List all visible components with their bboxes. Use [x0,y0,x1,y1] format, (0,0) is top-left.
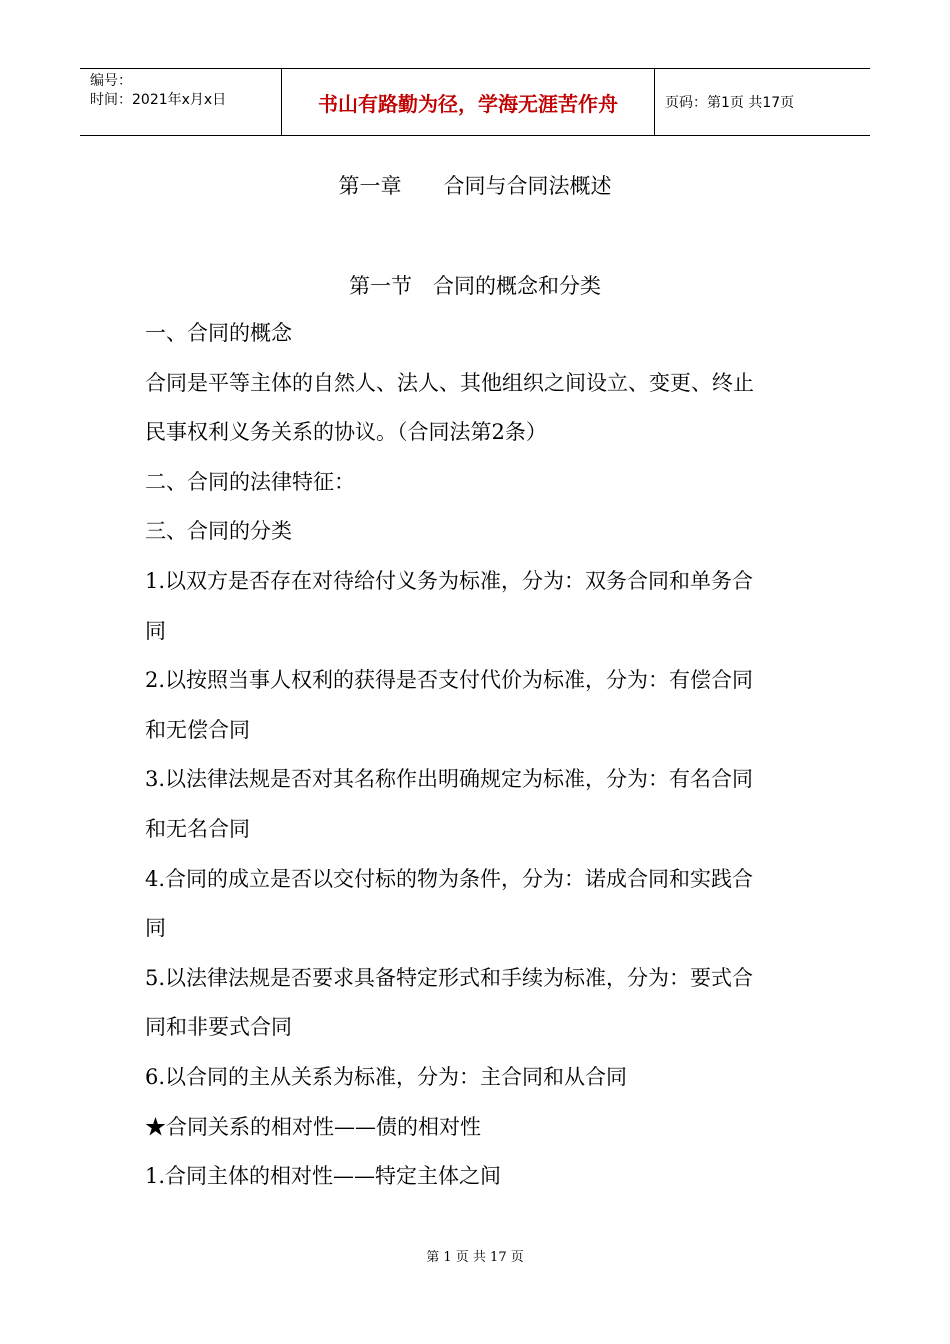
text-line: 1.以双方是否存在对待给付义务为标准，分为：双务合同和单务合 [145,568,754,593]
document-header [80,68,870,136]
text-line: ★合同关系的相对性——债的相对性 [145,1114,481,1139]
text-line: 4.合同的成立是否以交付标的物为条件，分为：诺成合同和实践合 [145,866,754,891]
header-motto-cell [282,69,655,135]
text-line: 同和非要式合同 [145,1015,292,1040]
motto-text: 书山有路勤为径，学海无涯苦作舟 [318,91,618,116]
text-line: 同 [145,618,166,643]
text-line: 2.以按照当事人权利的获得是否支付代价为标准，分为：有偿合同 [145,668,754,693]
text-line: 同 [145,916,166,941]
date-label: 时间：2021年x月x日 [90,92,227,108]
text-line: 二、合同的法律特征： [145,469,355,494]
text-line: 三、合同的分类 [145,519,292,544]
text-line: 合同是平等主体的自然人、法人、其他组织之间设立、变更、终止 [145,370,754,395]
text-line: 3.以法律法规是否对其名称作出明确规定为标准，分为：有名合同 [145,767,754,792]
header-meta [80,69,282,135]
page-info-text: 页码：第1页 共17页 [665,95,795,111]
section-title: 第一节 合同的概念和分类 [349,274,601,298]
number-label: 编号： [90,73,132,89]
text-line: 5.以法律法规是否要求具备特定形式和手续为标准，分为：要式合 [145,965,754,990]
text-line: 1.合同主体的相对性——特定主体之间 [145,1164,502,1189]
text-line: 一、合同的概念 [145,321,292,345]
chapter-title: 第一章 合同与合同法概述 [338,174,612,198]
body-text [145,309,810,1202]
text-line: 民事权利义务关系的协议。（合同法第2条） [145,420,547,445]
page-footer: 第 1 页 共 17 页 [426,1250,524,1265]
header-page-info [655,69,870,135]
text-line: 和无名合同 [145,816,250,841]
text-line: 和无偿合同 [145,717,250,742]
text-line: 6.以合同的主从关系为标准，分为：主合同和从合同 [145,1064,628,1089]
